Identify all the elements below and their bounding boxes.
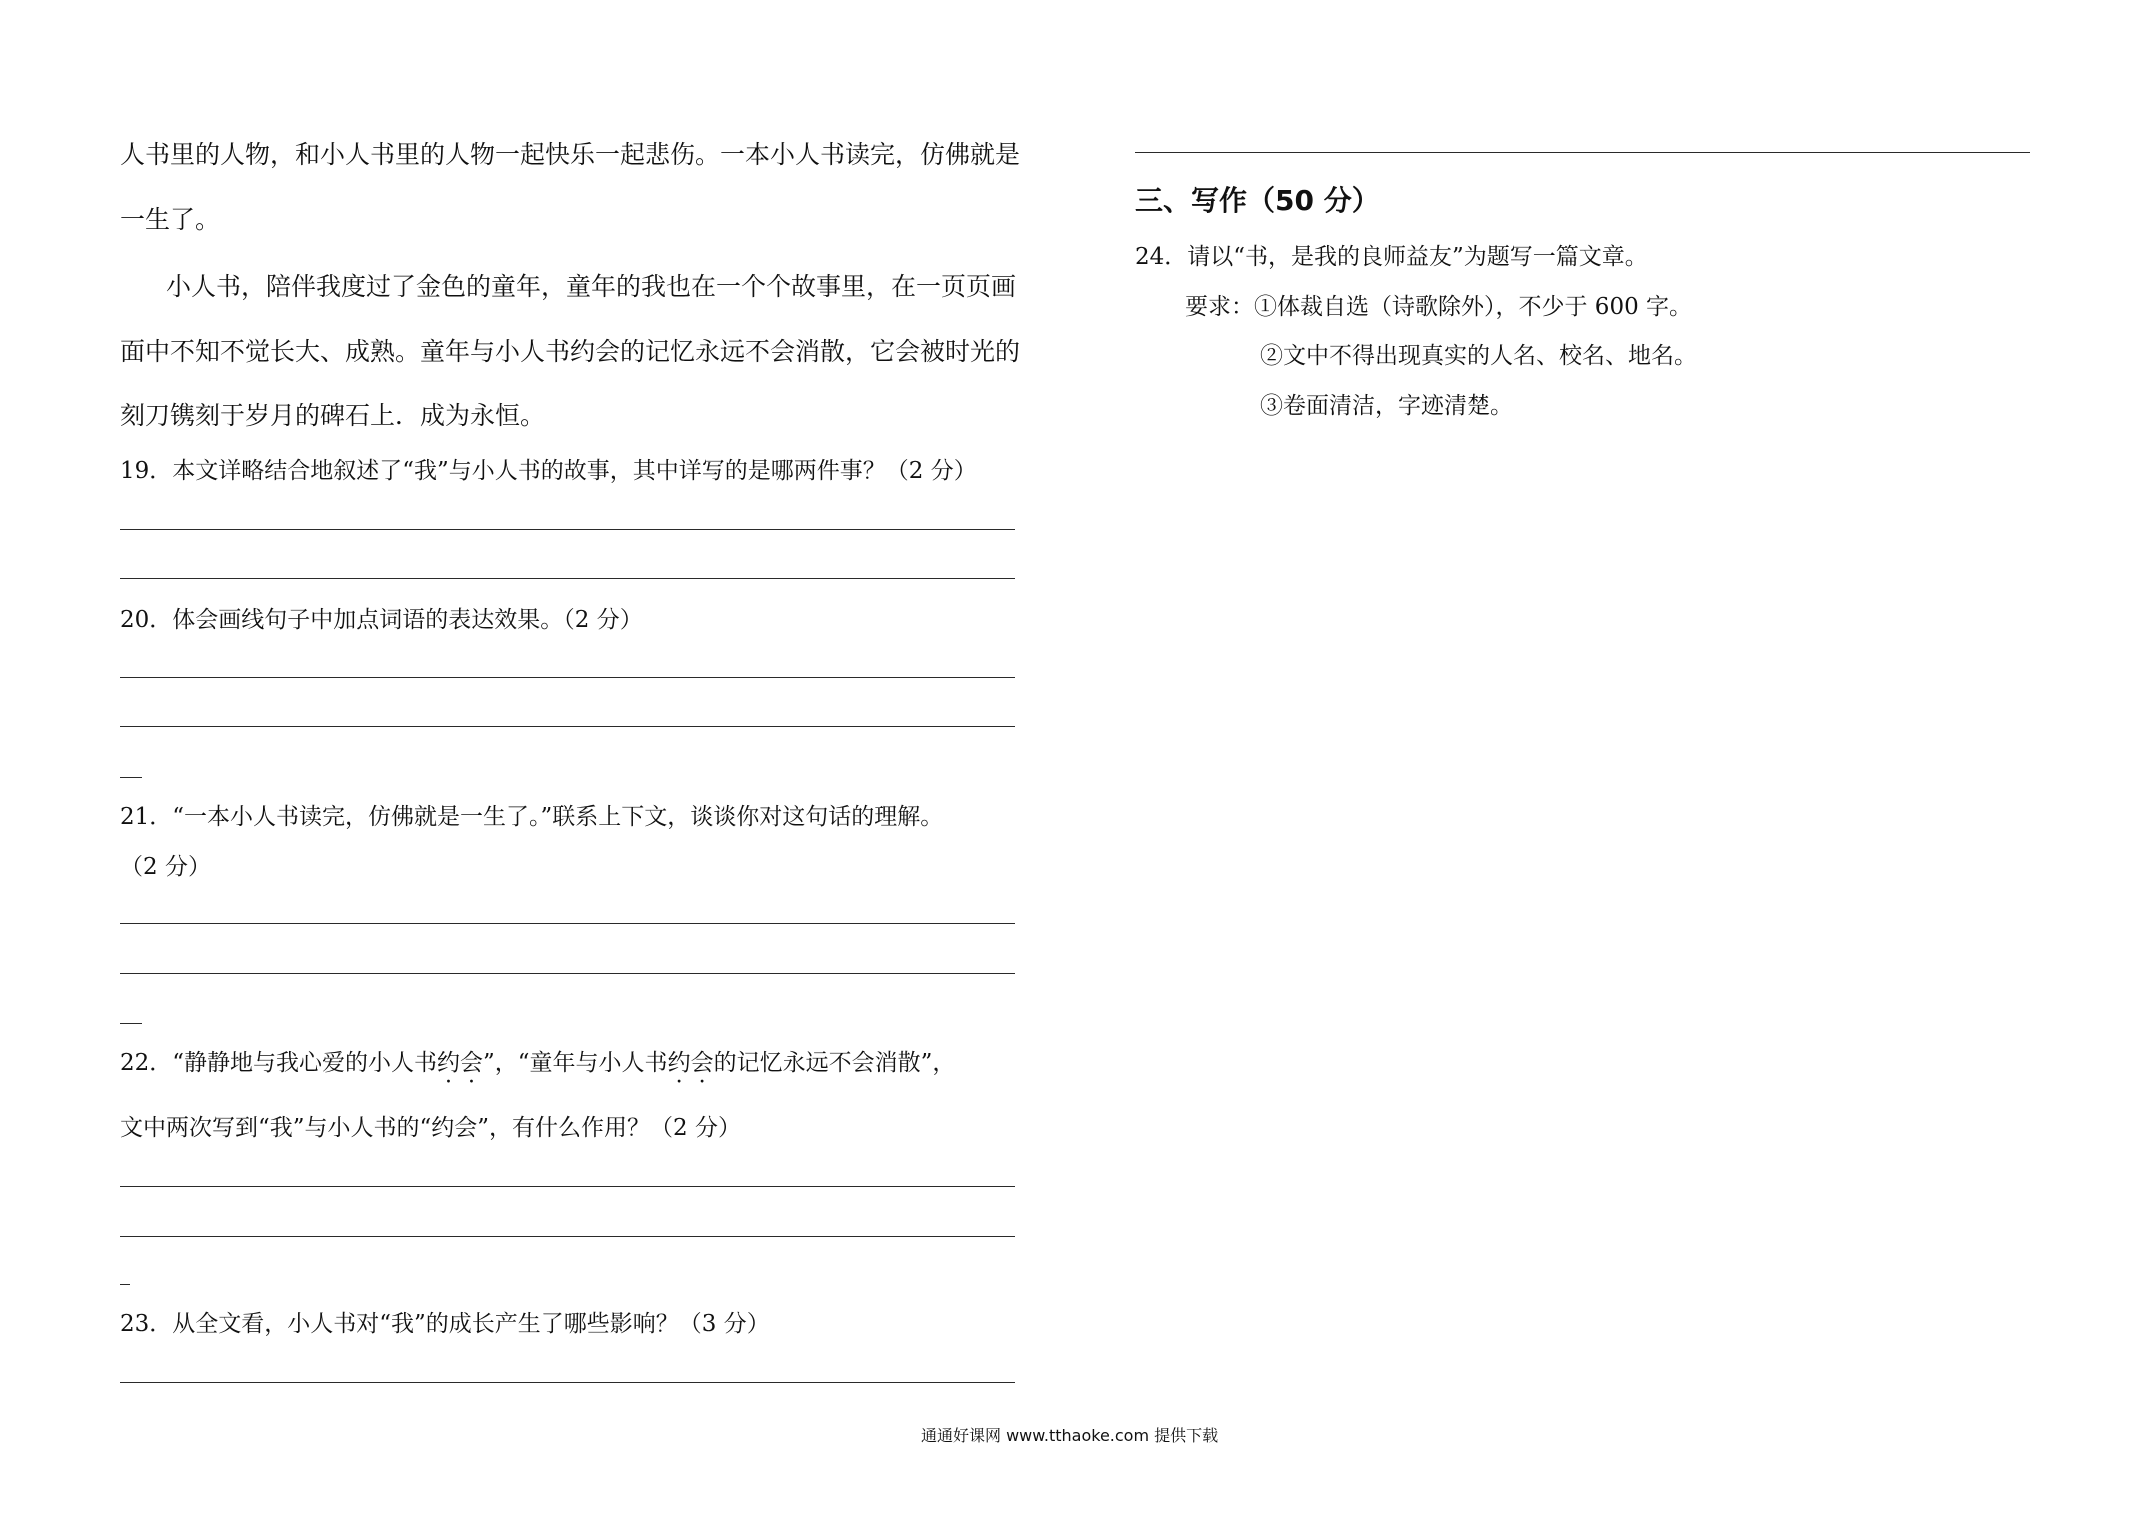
question-22-line-2: 文中两次写到“我”与小人书的“约会”，有什么作用？（2 分） xyxy=(120,1115,741,1141)
answer-line-22-2[interactable] xyxy=(120,1236,1015,1237)
question-24: 24．请以“书，是我的良师益友”为题写一篇文章。 xyxy=(1135,244,1648,270)
requirement-1: 要求：①体裁自选（诗歌除外），不少于 600 字。 xyxy=(1185,294,1693,320)
passage-line-3: 小人书，陪伴我度过了金色的童年，童年的我也在一个个故事里，在一页页画 xyxy=(166,272,1017,301)
passage-line-4: 面中不知不觉长大、成熟。童年与小人书约会的记忆永远不会消散，它会被时光的 xyxy=(120,337,1021,366)
requirement-2: ②文中不得出现真实的人名、校名、地名。 xyxy=(1260,343,1697,369)
question-22-line-1 xyxy=(120,1052,955,1075)
answer-line-23-1[interactable] xyxy=(120,1382,1015,1383)
answer-line-19-2[interactable] xyxy=(120,578,1015,579)
passage-line-1: 人书里的人物，和小人书里的人物一起快乐一起悲伤。一本小人书读完，仿佛就是 xyxy=(120,140,1021,169)
question-20: 20．体会画线句子中加点词语的表达效果。（2 分） xyxy=(120,607,643,633)
answer-line-21-stub[interactable] xyxy=(120,1023,142,1024)
answer-line-21-2[interactable] xyxy=(120,973,1015,974)
answer-line-19-1[interactable] xyxy=(120,529,1015,530)
answer-line-21-1[interactable] xyxy=(120,923,1015,924)
answer-line-20-2[interactable] xyxy=(120,726,1015,727)
dotted-char-2: 会 xyxy=(460,1050,484,1076)
section-heading-writing: 三、写作（50 分） xyxy=(1135,184,1380,217)
question-19: 19．本文详略结合地叙述了“我”与小人书的故事，其中详写的是哪两件事？（2 分） xyxy=(120,458,977,484)
question-21-line-2: （2 分） xyxy=(120,854,211,880)
dotted-char-4: 会 xyxy=(690,1050,714,1076)
question-22-part-1: 22．“静静地与我心爱的小人书 xyxy=(120,1050,438,1076)
answer-line-22-1[interactable] xyxy=(120,1186,1015,1187)
question-21-line-1: 21．“一本小人书读完，仿佛就是一生了。”联系上下文，谈谈你对这句话的理解。 xyxy=(120,804,944,830)
answer-line-top-right[interactable] xyxy=(1135,152,2030,153)
requirement-3: ③卷面清洁，字迹清楚。 xyxy=(1260,393,1513,419)
answer-line-22-stub[interactable] xyxy=(120,1284,130,1285)
answer-line-20-1[interactable] xyxy=(120,677,1015,678)
dotted-char-3: 约 xyxy=(667,1050,691,1076)
page-footer: 通通好课网 www.tthaoke.com 提供下载 xyxy=(921,1426,1219,1445)
dotted-char-1: 约 xyxy=(437,1050,461,1076)
question-23: 23．从全文看，小人书对“我”的成长产生了哪些影响？（3 分） xyxy=(120,1311,770,1337)
passage-line-2: 一生了。 xyxy=(120,205,221,234)
question-22-part-2: ”，“童年与小人书 xyxy=(483,1050,668,1076)
answer-line-20-stub[interactable] xyxy=(120,777,142,778)
passage-line-5: 刻刀镌刻于岁月的碑石上．成为永恒。 xyxy=(120,401,546,430)
question-22-part-3: 的记忆永远不会消散”， xyxy=(713,1050,956,1076)
